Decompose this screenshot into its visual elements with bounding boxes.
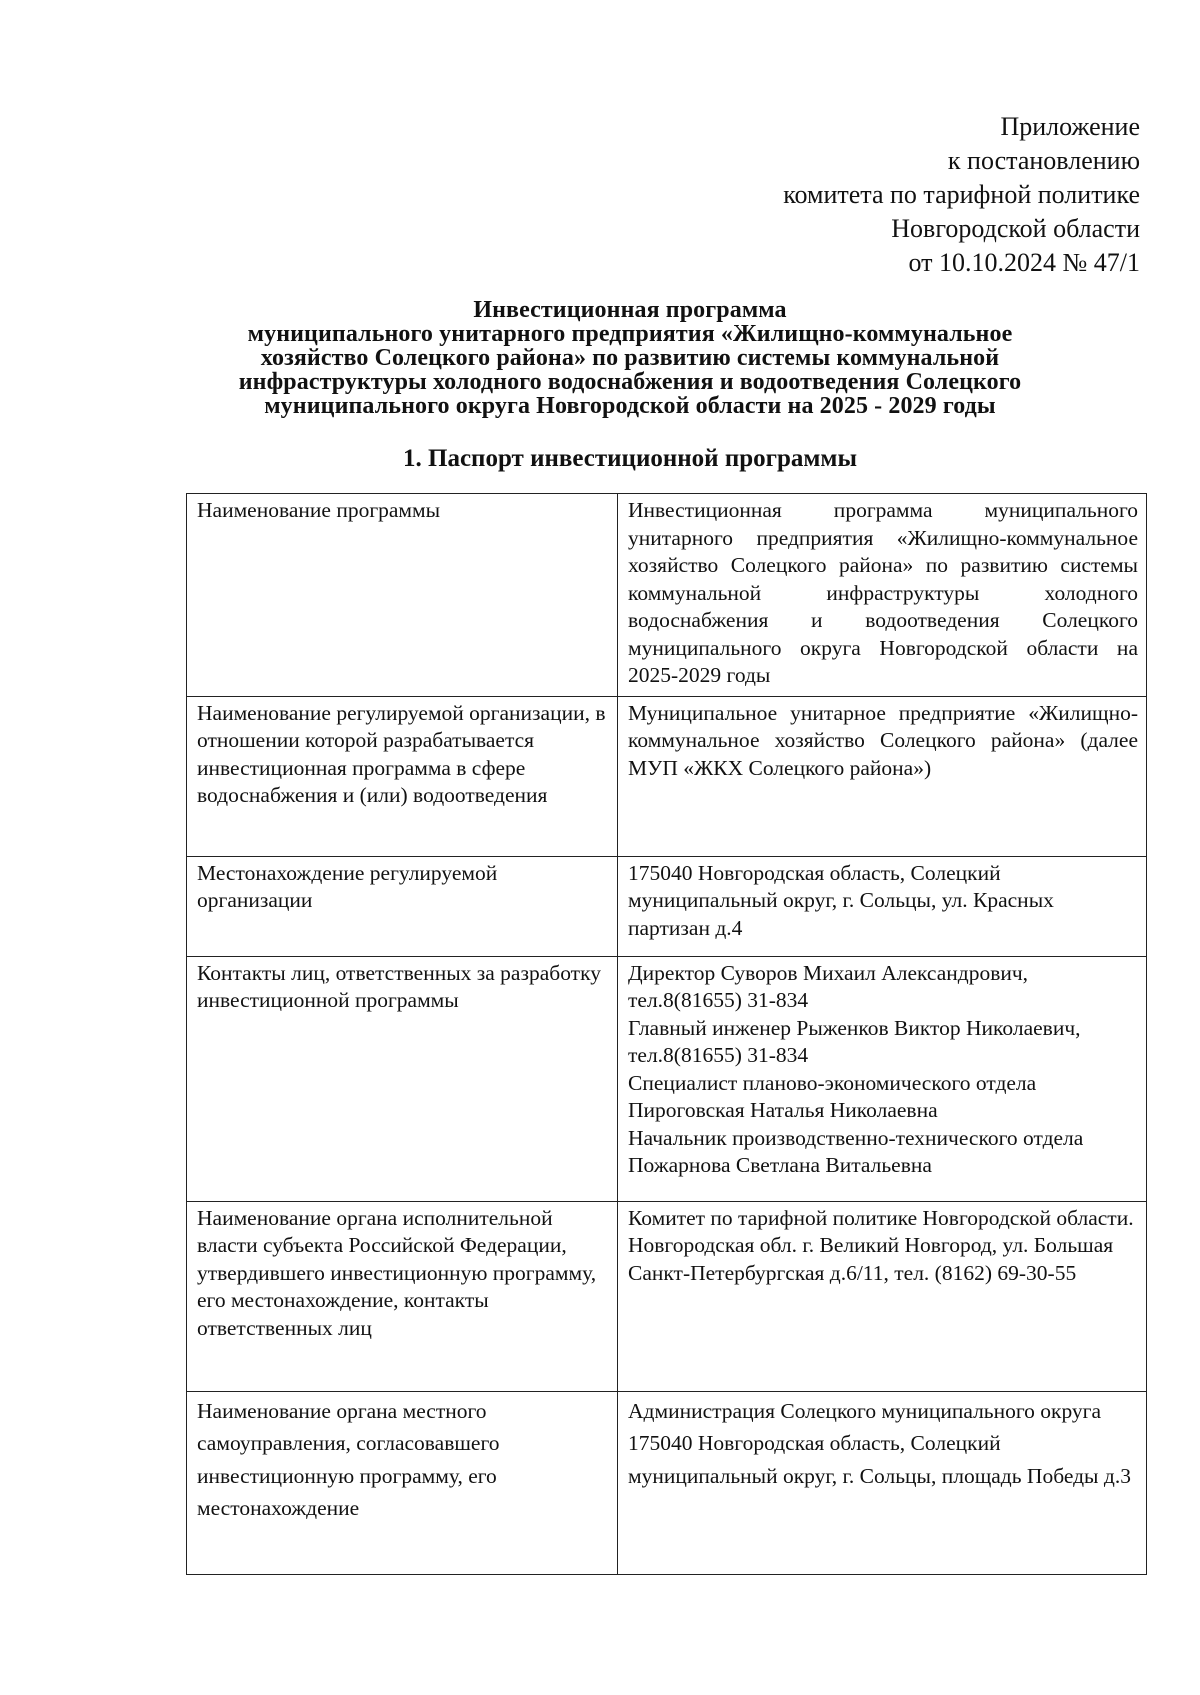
table-row (187, 696, 1147, 856)
title-line: инфраструктуры холодного водоснабжения и водоотведения Солецкого (238, 369, 1022, 395)
authority-line: Комитет по тарифной политике Новгородской области. (628, 1205, 1134, 1230)
title-line: муниципального округа Новгородской области на 2025 - 2029 годы (264, 393, 996, 419)
title-line: Инвестиционная программа (473, 297, 787, 323)
row-label: Наименование регулируемой организации, в отношении которой разрабатывается инвестиционная программа в сфере водоснабжения и (или) водоотведения (187, 696, 618, 856)
table-row (187, 956, 1147, 1201)
table-row (187, 1201, 1147, 1391)
row-value: 175040 Новгородская область, Солецкий муниципальный округ, г. Сольцы, ул. Красных партизан д.4 (618, 856, 1147, 956)
row-value (618, 1391, 1147, 1574)
authority-line: Новгородская обл. г. Великий Новгород, ул. Большая Санкт-Петербургская д.6/11, тел. (8162) 69-30-55 (628, 1233, 1114, 1285)
row-label: Контакты лиц, ответственных за разработку инвестиционной программы (187, 956, 618, 1201)
local-authority-line: Администрация Солецкого муниципального округа (628, 1398, 1102, 1423)
row-value (618, 1201, 1147, 1391)
contact-line: Директор Суворов Михаил Александрович, тел.8(81655) 31-834 (628, 960, 1029, 1012)
row-value (618, 956, 1147, 1201)
contact-line: Главный инженер Рыженков Виктор Николаевич, тел.8(81655) 31-834 (628, 1015, 1081, 1067)
appendix-line: Приложение (1000, 112, 1140, 141)
row-value: Муниципальное унитарное предприятие «Жилищно-коммунальное хозяйство Солецкого района» (далее МУП «ЖКХ Солецкого района») (618, 696, 1147, 856)
contact-line: Начальник производственно-технического отдела Пожарнова Светлана Витальевна (628, 1125, 1084, 1177)
appendix-date-number: от 10.10.2024 № 47/1 (908, 248, 1140, 277)
row-label: Наименование программы (187, 494, 618, 697)
table-row (187, 494, 1147, 697)
appendix-line: Новгородской области (891, 214, 1140, 243)
section-heading: 1. Паспорт инвестиционной программы (403, 445, 857, 472)
row-label: Наименование органа местного самоуправления, согласовавшего инвестиционную программу, его местонахождение (187, 1391, 618, 1574)
local-authority-line: 175040 Новгородская область, Солецкий муниципальный округ, г. Сольцы, площадь Победы д.3 (628, 1431, 1131, 1488)
row-value: Инвестиционная программа муниципального унитарного предприятия «Жилищно-коммунальное хозяйство Солецкого района» по развитию системы коммунальной инфраструктуры холодного водоснабжения и водоотведения Солецкого муниципального округа Новгородской области на 2025-2029 годы (618, 494, 1147, 697)
passport-table (186, 493, 1147, 1575)
table-row (187, 856, 1147, 956)
title-line: хозяйство Солецкого района» по развитию системы коммунальной (260, 345, 1000, 371)
document-title (150, 298, 1110, 418)
table-row (187, 1391, 1147, 1574)
contact-line: Специалист планово-экономического отдела Пироговская Наталья Николаевна (628, 1070, 1037, 1122)
row-label: Местонахождение регулируемой организации (187, 856, 618, 956)
appendix-line: к постановлению (947, 146, 1140, 175)
appendix-header (580, 110, 1140, 280)
appendix-line: комитета по тарифной политике (783, 180, 1140, 209)
title-line: муниципального унитарного предприятия «Жилищно-коммунальное (247, 321, 1013, 347)
row-label: Наименование органа исполнительной власти субъекта Российской Федерации, утвердившего инвестиционную программу, его местонахождение, контакты ответственных лиц (187, 1201, 618, 1391)
